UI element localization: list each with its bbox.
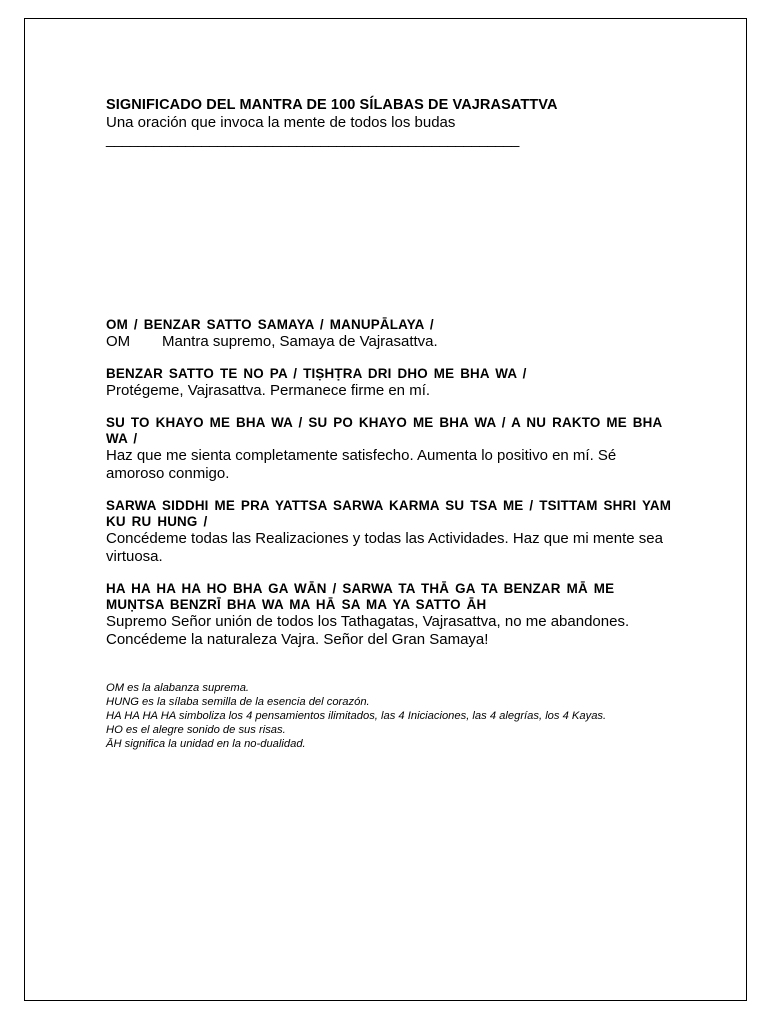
note-ah: ĀH significa la unidad en la no-dualidad. — [106, 738, 306, 750]
mantra-list — [106, 317, 676, 664]
translation-om: OM — [106, 333, 131, 350]
translation-line: Protégeme, Vajrasattva. Permanece firme en mí. — [106, 382, 431, 399]
verse-5 — [106, 581, 676, 649]
translation-line: Haz que me sienta completamente satisfecho. Aumenta lo positivo en mí. Sé amoroso conmigo. — [106, 447, 617, 482]
divider-rule: ____________________________________________________ — [106, 131, 519, 148]
mantra-line: BENZAR SATTO TE NO PA / TIṢHṬRA DRI DHO ME BHA WA / — [106, 366, 527, 381]
note-hung: HUNG es la sílaba semilla de la esencia del corazón. — [106, 696, 370, 708]
mantra-line: SARWA SIDDHI ME PRA YATTSA SARWA KARMA SU TSA ME / TSITTAM SHRI YAM KU RU HUNG / — [106, 498, 672, 529]
note-om: OM es la alabanza suprema. — [106, 682, 250, 694]
document-page — [24, 18, 747, 1001]
verse-3 — [106, 415, 676, 483]
note-ha: HA HA HA HA simboliza los 4 pensamientos ilimitados, las 4 Iniciaciones, las 4 alegrías, los 4 Kayas. HO es el alegre sonido de sus risas. — [106, 710, 607, 736]
translation-line: Supremo Señor unión de todos los Tathagatas, Vajrasattva, no me abandones. Concédeme la naturaleza Vajra. Señor del Gran Samaya! — [106, 613, 630, 648]
mantra-line: SU TO KHAYO ME BHA WA / SU PO KHAYO ME BHA WA / A NU RAKTO ME BHA WA / — [106, 415, 662, 446]
verse-1 — [106, 317, 676, 351]
verse-4 — [106, 498, 676, 566]
translation-line — [106, 333, 676, 351]
document-subtitle: Una oración que invoca la mente de todos los budas — [106, 114, 456, 131]
translation-text: Mantra supremo, Samaya de Vajrasattva. — [162, 333, 438, 350]
document-header — [106, 97, 676, 148]
mantra-line: HA HA HA HA HO BHA GA WĀN / SARWA TA THĀ GA TA BENZAR MĀ ME MUṆTSA BENZRĪ BHA WA MA HĀ SA MA YA SATTO ĀH — [106, 581, 615, 612]
footnotes — [106, 681, 626, 751]
document-title: SIGNIFICADO DEL MANTRA DE 100 SÍLABAS DE VAJRASATTVA — [106, 97, 558, 113]
translation-line: Concédeme todas las Realizaciones y todas las Actividades. Haz que mi mente sea virtuosa. — [106, 530, 663, 565]
verse-2 — [106, 366, 676, 400]
mantra-line: OM / BENZAR SATTO SAMAYA / MANUPĀLAYA / — [106, 317, 434, 332]
